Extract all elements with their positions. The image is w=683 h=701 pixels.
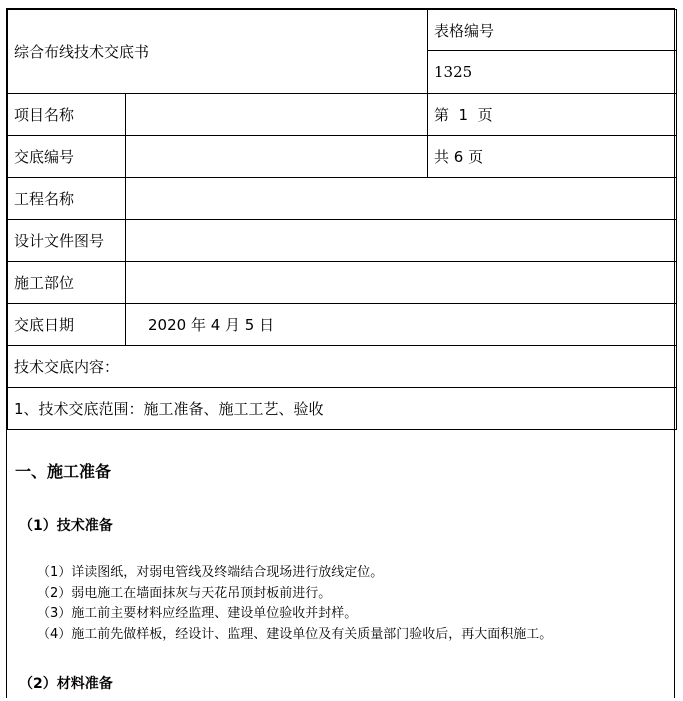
section-construction-preparation: 一、施工准备: [15, 462, 112, 481]
handover-form-sheet: [6, 8, 675, 698]
page-number: 第 1 页: [428, 94, 677, 136]
handover-number-value: [126, 136, 428, 178]
handover-content-body: [7, 431, 674, 701]
project-name-value: [126, 94, 428, 136]
construction-part-label: 施工部位: [8, 262, 126, 304]
list-item: （3）施工前主要材料应经监理、建设单位验收并封样。: [37, 606, 358, 621]
subsection-material-preparation: （2）材料准备: [19, 676, 113, 692]
list-item: （1）详读图纸，对弱电管线及终端结合现场进行放线定位。: [37, 565, 384, 580]
engineering-name-value: [126, 178, 677, 220]
form-number-value: 1325: [428, 51, 677, 94]
total-pages: 共 6 页: [428, 136, 677, 178]
technical-preparation-list: [37, 563, 552, 645]
list-item: （2）弱电施工在墙面抹灰与天花吊顶封板前进行。: [37, 585, 332, 601]
content-label: 技术交底内容：: [8, 346, 677, 388]
handover-scope: 1、技术交底范围：施工准备、施工工艺、验收: [8, 388, 677, 430]
form-number-label: 表格编号: [428, 10, 677, 51]
list-item: （4）施工前先做样板，经设计、监理、建设单位及有关质量部门验收后，再大面积施工。: [37, 626, 553, 642]
subsection-technical-preparation: （1）技术准备: [19, 518, 113, 534]
design-doc-number-value: [126, 220, 677, 262]
handover-number-label: 交底编号: [8, 136, 126, 178]
project-name-label: 项目名称: [8, 94, 126, 136]
construction-part-value: [126, 262, 677, 304]
engineering-name-label: 工程名称: [8, 178, 126, 220]
handover-form-table: [7, 9, 677, 430]
design-doc-number-label: 设计文件图号: [8, 220, 126, 262]
handover-date-label: 交底日期: [8, 304, 126, 346]
handover-date-value: 2020 年 4 月 5 日: [126, 304, 677, 346]
document-title: 综合布线技术交底书: [8, 10, 428, 94]
